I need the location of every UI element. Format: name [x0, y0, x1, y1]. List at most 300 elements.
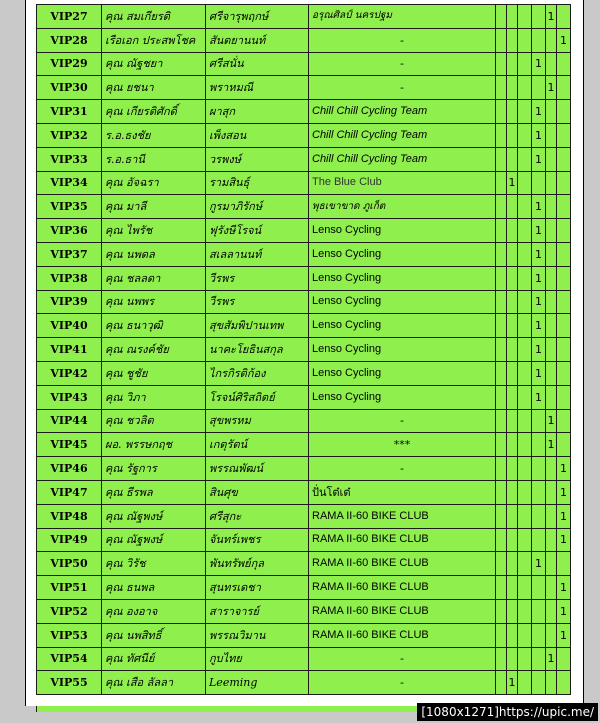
table-row	[37, 290, 571, 314]
checkbox-cell	[546, 338, 557, 362]
checkbox-cell	[557, 219, 571, 243]
first-name: คุณ ธนพล	[102, 576, 206, 600]
checkbox-cell	[546, 171, 557, 195]
last-name: สเลลานนท์	[206, 242, 309, 266]
checkbox-cell	[518, 171, 532, 195]
club-name: Lenso Cycling	[309, 338, 496, 362]
last-name: เกตุรัตน์	[206, 433, 309, 457]
checkbox-cell	[557, 385, 571, 409]
club-name: Lenso Cycling	[309, 242, 496, 266]
club-name: RAMA II-60 BIKE CLUB	[309, 552, 496, 576]
checkbox-cell: 1	[532, 266, 546, 290]
vip-code: VIP30	[37, 76, 102, 100]
checkbox-cell	[518, 147, 532, 171]
checkbox-cell	[557, 338, 571, 362]
vip-code: VIP27	[37, 5, 102, 29]
table-row	[37, 599, 571, 623]
last-name: นาคะโยธินสกุล	[206, 338, 309, 362]
checkbox-cell: 1	[532, 552, 546, 576]
checkbox-cell	[518, 52, 532, 76]
club-name: -	[309, 457, 496, 481]
checkbox-cell	[507, 5, 518, 29]
checkbox-cell	[546, 385, 557, 409]
first-name: คุณ องอาจ	[102, 599, 206, 623]
last-name: ฟุรังษีโรจน์	[206, 219, 309, 243]
checkbox-cell: 1	[532, 290, 546, 314]
club-name: Chill Chill Cycling Team	[309, 123, 496, 147]
vip-code: VIP54	[37, 647, 102, 671]
checkbox-cell: 1	[557, 28, 571, 52]
checkbox-cell	[496, 528, 507, 552]
checkbox-cell	[507, 76, 518, 100]
first-name: คุณ ณรงค์ชัย	[102, 338, 206, 362]
club-name: อรุณศิลป์ นครปฐม	[309, 5, 496, 29]
checkbox-cell	[507, 552, 518, 576]
checkbox-cell	[532, 599, 546, 623]
table-row	[37, 528, 571, 552]
last-name: รามสินธุ์	[206, 171, 309, 195]
last-name: ไกรกิรติก้อง	[206, 361, 309, 385]
first-name: คุณ ยชนา	[102, 76, 206, 100]
checkbox-cell	[496, 242, 507, 266]
vip-code: VIP49	[37, 528, 102, 552]
checkbox-cell: 1	[557, 623, 571, 647]
club-name: Lenso Cycling	[309, 219, 496, 243]
last-name: โรจน์ศิริสถิตย์	[206, 385, 309, 409]
club-name: RAMA II-60 BIKE CLUB	[309, 528, 496, 552]
club-name: -	[309, 76, 496, 100]
checkbox-cell	[557, 290, 571, 314]
first-name: ร.อ.ธงชัย	[102, 123, 206, 147]
checkbox-cell	[546, 219, 557, 243]
checkbox-cell	[557, 52, 571, 76]
checkbox-cell	[546, 599, 557, 623]
checkbox-cell	[518, 480, 532, 504]
club-name: Lenso Cycling	[309, 266, 496, 290]
checkbox-cell	[507, 647, 518, 671]
last-name: ศรีสุกะ	[206, 504, 309, 528]
checkbox-cell	[496, 314, 507, 338]
club-name: Lenso Cycling	[309, 385, 496, 409]
checkbox-cell	[507, 576, 518, 600]
checkbox-cell	[546, 266, 557, 290]
checkbox-cell	[518, 100, 532, 124]
checkbox-cell	[518, 5, 532, 29]
club-name: -	[309, 647, 496, 671]
checkbox-cell: 1	[546, 76, 557, 100]
checkbox-cell: 1	[546, 409, 557, 433]
checkbox-cell	[496, 576, 507, 600]
checkbox-cell	[507, 361, 518, 385]
checkbox-cell	[532, 433, 546, 457]
vip-code: VIP35	[37, 195, 102, 219]
checkbox-cell	[546, 480, 557, 504]
first-name: คุณ เกียรติศักดิ์	[102, 100, 206, 124]
checkbox-cell	[507, 242, 518, 266]
table-row	[37, 52, 571, 76]
first-name: คุณ นพดล	[102, 242, 206, 266]
table-row	[37, 195, 571, 219]
checkbox-cell	[518, 433, 532, 457]
checkbox-cell	[546, 314, 557, 338]
vip-code: VIP34	[37, 171, 102, 195]
checkbox-cell	[496, 480, 507, 504]
vip-code: VIP46	[37, 457, 102, 481]
first-name: คุณ รัฐการ	[102, 457, 206, 481]
checkbox-cell: 1	[532, 195, 546, 219]
checkbox-cell	[546, 528, 557, 552]
club-name: RAMA II-60 BIKE CLUB	[309, 504, 496, 528]
checkbox-cell	[518, 576, 532, 600]
checkbox-cell: 1	[507, 171, 518, 195]
checkbox-cell	[518, 361, 532, 385]
checkbox-cell	[546, 147, 557, 171]
last-name: พรรณพัฒน์	[206, 457, 309, 481]
checkbox-cell	[546, 52, 557, 76]
checkbox-cell	[518, 338, 532, 362]
vip-code: VIP45	[37, 433, 102, 457]
checkbox-cell	[496, 623, 507, 647]
first-name: คุณ มาลี	[102, 195, 206, 219]
last-name: วีรพร	[206, 290, 309, 314]
checkbox-cell	[546, 457, 557, 481]
checkbox-cell	[496, 123, 507, 147]
vip-code: VIP47	[37, 480, 102, 504]
first-name: คุณ ชวลิต	[102, 409, 206, 433]
club-name: Lenso Cycling	[309, 290, 496, 314]
checkbox-cell	[518, 623, 532, 647]
checkbox-cell	[496, 28, 507, 52]
checkbox-cell	[518, 266, 532, 290]
checkbox-cell: 1	[557, 576, 571, 600]
checkbox-cell	[507, 599, 518, 623]
checkbox-cell	[507, 123, 518, 147]
first-name: คุณ ชูชัย	[102, 361, 206, 385]
checkbox-cell: 1	[532, 242, 546, 266]
checkbox-cell	[557, 242, 571, 266]
checkbox-cell	[546, 671, 557, 695]
checkbox-cell	[557, 361, 571, 385]
last-name: ผาสุก	[206, 100, 309, 124]
checkbox-cell	[496, 147, 507, 171]
checkbox-cell	[532, 647, 546, 671]
table-row	[37, 409, 571, 433]
last-name: พันทรัพย์กุล	[206, 552, 309, 576]
table-row	[37, 671, 571, 695]
last-name: สุขสัมพิปานเทพ	[206, 314, 309, 338]
checkbox-cell	[557, 552, 571, 576]
last-name: กูรมาภิรักษ์	[206, 195, 309, 219]
checkbox-cell	[557, 171, 571, 195]
checkbox-cell	[518, 409, 532, 433]
checkbox-cell	[557, 195, 571, 219]
last-name: ศรีจารุพฤกษ์	[206, 5, 309, 29]
table-row	[37, 338, 571, 362]
checkbox-cell	[496, 219, 507, 243]
checkbox-cell	[532, 28, 546, 52]
table-row	[37, 123, 571, 147]
checkbox-cell	[507, 266, 518, 290]
checkbox-cell	[496, 171, 507, 195]
vip-code: VIP52	[37, 599, 102, 623]
vip-code: VIP53	[37, 623, 102, 647]
checkbox-cell	[532, 623, 546, 647]
last-name: พรรณวิมาน	[206, 623, 309, 647]
checkbox-cell	[507, 409, 518, 433]
table-row	[37, 504, 571, 528]
last-name: เพ็งสอน	[206, 123, 309, 147]
table-row	[37, 76, 571, 100]
checkbox-cell	[532, 76, 546, 100]
table-row	[37, 28, 571, 52]
table-row	[37, 171, 571, 195]
checkbox-cell	[532, 480, 546, 504]
checkbox-cell	[518, 385, 532, 409]
vip-code: VIP55	[37, 671, 102, 695]
checkbox-cell	[507, 480, 518, 504]
first-name: คุณ วิภา	[102, 385, 206, 409]
table-row	[37, 242, 571, 266]
checkbox-cell	[507, 52, 518, 76]
vip-code: VIP33	[37, 147, 102, 171]
first-name: คุณ ณัฐพงษ์	[102, 504, 206, 528]
checkbox-cell	[507, 433, 518, 457]
checkbox-cell	[557, 433, 571, 457]
table-row	[37, 647, 571, 671]
checkbox-cell	[557, 266, 571, 290]
club-name: RAMA II-60 BIKE CLUB	[309, 599, 496, 623]
checkbox-cell	[518, 647, 532, 671]
vip-code: VIP32	[37, 123, 102, 147]
vip-code: VIP38	[37, 266, 102, 290]
checkbox-cell	[496, 195, 507, 219]
checkbox-cell	[557, 314, 571, 338]
checkbox-cell	[518, 528, 532, 552]
checkbox-cell	[507, 147, 518, 171]
last-name: พราหมณี	[206, 76, 309, 100]
checkbox-cell	[496, 361, 507, 385]
checkbox-cell	[496, 409, 507, 433]
checkbox-cell	[507, 290, 518, 314]
vip-code: VIP39	[37, 290, 102, 314]
checkbox-cell	[518, 457, 532, 481]
checkbox-cell	[507, 528, 518, 552]
first-name: คุณ ชลลดา	[102, 266, 206, 290]
vip-code: VIP40	[37, 314, 102, 338]
vip-code: VIP50	[37, 552, 102, 576]
checkbox-cell	[496, 52, 507, 76]
first-name: คุณ วิรัช	[102, 552, 206, 576]
checkbox-cell	[507, 314, 518, 338]
first-name: คุณ นพสิทธิ์	[102, 623, 206, 647]
table-row	[37, 219, 571, 243]
checkbox-cell	[496, 599, 507, 623]
table-row	[37, 433, 571, 457]
checkbox-cell	[507, 457, 518, 481]
last-name: สุนทรเดชา	[206, 576, 309, 600]
checkbox-cell: 1	[557, 599, 571, 623]
checkbox-cell	[557, 671, 571, 695]
checkbox-cell: 1	[532, 123, 546, 147]
last-name: กูบไทย	[206, 647, 309, 671]
checkbox-cell	[496, 266, 507, 290]
club-name: ***	[309, 433, 496, 457]
checkbox-cell	[496, 76, 507, 100]
last-name: วีรพร	[206, 266, 309, 290]
checkbox-cell	[557, 647, 571, 671]
first-name: คุณ ธีรพล	[102, 480, 206, 504]
checkbox-cell: 1	[557, 457, 571, 481]
checkbox-cell	[532, 528, 546, 552]
vip-code: VIP29	[37, 52, 102, 76]
checkbox-cell	[507, 338, 518, 362]
vip-code: VIP28	[37, 28, 102, 52]
vip-code: VIP36	[37, 219, 102, 243]
checkbox-cell: 1	[546, 647, 557, 671]
club-name: Lenso Cycling	[309, 314, 496, 338]
last-name: จันทร์เพชร	[206, 528, 309, 552]
table-row	[37, 361, 571, 385]
checkbox-cell: 1	[532, 100, 546, 124]
checkbox-cell	[518, 552, 532, 576]
club-name: The Blue Club	[309, 171, 496, 195]
club-name: -	[309, 28, 496, 52]
checkbox-cell	[532, 5, 546, 29]
checkbox-cell	[518, 76, 532, 100]
watermark-label: [1080x1271]https://upic.me/	[417, 703, 598, 721]
checkbox-cell	[496, 385, 507, 409]
checkbox-cell	[518, 123, 532, 147]
club-name: ปั่นโต๋เต๋	[309, 480, 496, 504]
checkbox-cell: 1	[532, 219, 546, 243]
checkbox-cell	[518, 290, 532, 314]
checkbox-cell	[532, 409, 546, 433]
checkbox-cell: 1	[532, 52, 546, 76]
checkbox-cell	[518, 242, 532, 266]
checkbox-cell	[518, 314, 532, 338]
last-name: Leeming	[206, 671, 309, 695]
first-name: คุณ อัจฉรา	[102, 171, 206, 195]
checkbox-cell	[496, 5, 507, 29]
checkbox-cell	[546, 28, 557, 52]
vip-code: VIP51	[37, 576, 102, 600]
club-name: -	[309, 52, 496, 76]
checkbox-cell	[557, 76, 571, 100]
checkbox-cell	[546, 242, 557, 266]
checkbox-cell	[557, 100, 571, 124]
vip-code: VIP44	[37, 409, 102, 433]
last-name: สินศุข	[206, 480, 309, 504]
table-row	[37, 576, 571, 600]
checkbox-cell	[532, 504, 546, 528]
table-row	[37, 552, 571, 576]
checkbox-cell	[557, 123, 571, 147]
checkbox-cell: 1	[507, 671, 518, 695]
checkbox-cell: 1	[532, 314, 546, 338]
checkbox-cell	[518, 219, 532, 243]
checkbox-cell	[507, 219, 518, 243]
checkbox-cell	[546, 100, 557, 124]
checkbox-cell	[496, 552, 507, 576]
checkbox-cell	[507, 504, 518, 528]
table-row	[37, 266, 571, 290]
checkbox-cell: 1	[532, 338, 546, 362]
checkbox-cell	[532, 671, 546, 695]
vip-code: VIP48	[37, 504, 102, 528]
checkbox-cell	[518, 671, 532, 695]
first-name: คุณ ไพรัช	[102, 219, 206, 243]
checkbox-cell	[546, 504, 557, 528]
first-name: ร.อ.ธานี	[102, 147, 206, 171]
checkbox-cell	[518, 599, 532, 623]
checkbox-cell	[496, 457, 507, 481]
club-name: -	[309, 409, 496, 433]
last-name: สาราจารย์	[206, 599, 309, 623]
first-name: คุณ ณัฐพงษ์	[102, 528, 206, 552]
checkbox-cell	[496, 100, 507, 124]
first-name: คุณ เสือ ลัลลา	[102, 671, 206, 695]
checkbox-cell: 1	[546, 433, 557, 457]
checkbox-cell	[507, 195, 518, 219]
checkbox-cell	[532, 171, 546, 195]
checkbox-cell	[496, 504, 507, 528]
club-name: Lenso Cycling	[309, 361, 496, 385]
checkbox-cell	[546, 361, 557, 385]
checkbox-cell	[518, 195, 532, 219]
checkbox-cell	[496, 647, 507, 671]
checkbox-cell	[546, 290, 557, 314]
checkbox-cell: 1	[557, 504, 571, 528]
table-row	[37, 100, 571, 124]
checkbox-cell	[518, 28, 532, 52]
first-name: คุณ ทัศนีย์	[102, 647, 206, 671]
first-name: คุณ ณัฐชยา	[102, 52, 206, 76]
checkbox-cell: 1	[532, 147, 546, 171]
checkbox-cell	[546, 623, 557, 647]
checkbox-cell	[496, 338, 507, 362]
vip-code: VIP31	[37, 100, 102, 124]
checkbox-cell	[546, 552, 557, 576]
checkbox-cell: 1	[557, 480, 571, 504]
table-row	[37, 480, 571, 504]
club-name: -	[309, 671, 496, 695]
checkbox-cell	[557, 409, 571, 433]
table-row	[37, 457, 571, 481]
checkbox-cell	[532, 576, 546, 600]
table-row	[37, 5, 571, 29]
first-name: ผอ. พรรษกฤช	[102, 433, 206, 457]
checkbox-cell: 1	[532, 361, 546, 385]
checkbox-cell: 1	[557, 528, 571, 552]
checkbox-cell	[557, 5, 571, 29]
first-name: คุณ สมเกียรติ	[102, 5, 206, 29]
checkbox-cell: 1	[532, 385, 546, 409]
last-name: วรพงษ์	[206, 147, 309, 171]
club-name: RAMA II-60 BIKE CLUB	[309, 623, 496, 647]
checkbox-cell	[546, 123, 557, 147]
checkbox-cell	[518, 504, 532, 528]
last-name: สันตยานนท์	[206, 28, 309, 52]
checkbox-cell	[546, 576, 557, 600]
vip-code: VIP41	[37, 338, 102, 362]
checkbox-cell	[496, 290, 507, 314]
checkbox-cell: 1	[546, 5, 557, 29]
vip-code: VIP42	[37, 361, 102, 385]
club-name: Chill Chill Cycling Team	[309, 147, 496, 171]
checkbox-cell	[507, 385, 518, 409]
club-name: RAMA II-60 BIKE CLUB	[309, 576, 496, 600]
vip-code: VIP43	[37, 385, 102, 409]
